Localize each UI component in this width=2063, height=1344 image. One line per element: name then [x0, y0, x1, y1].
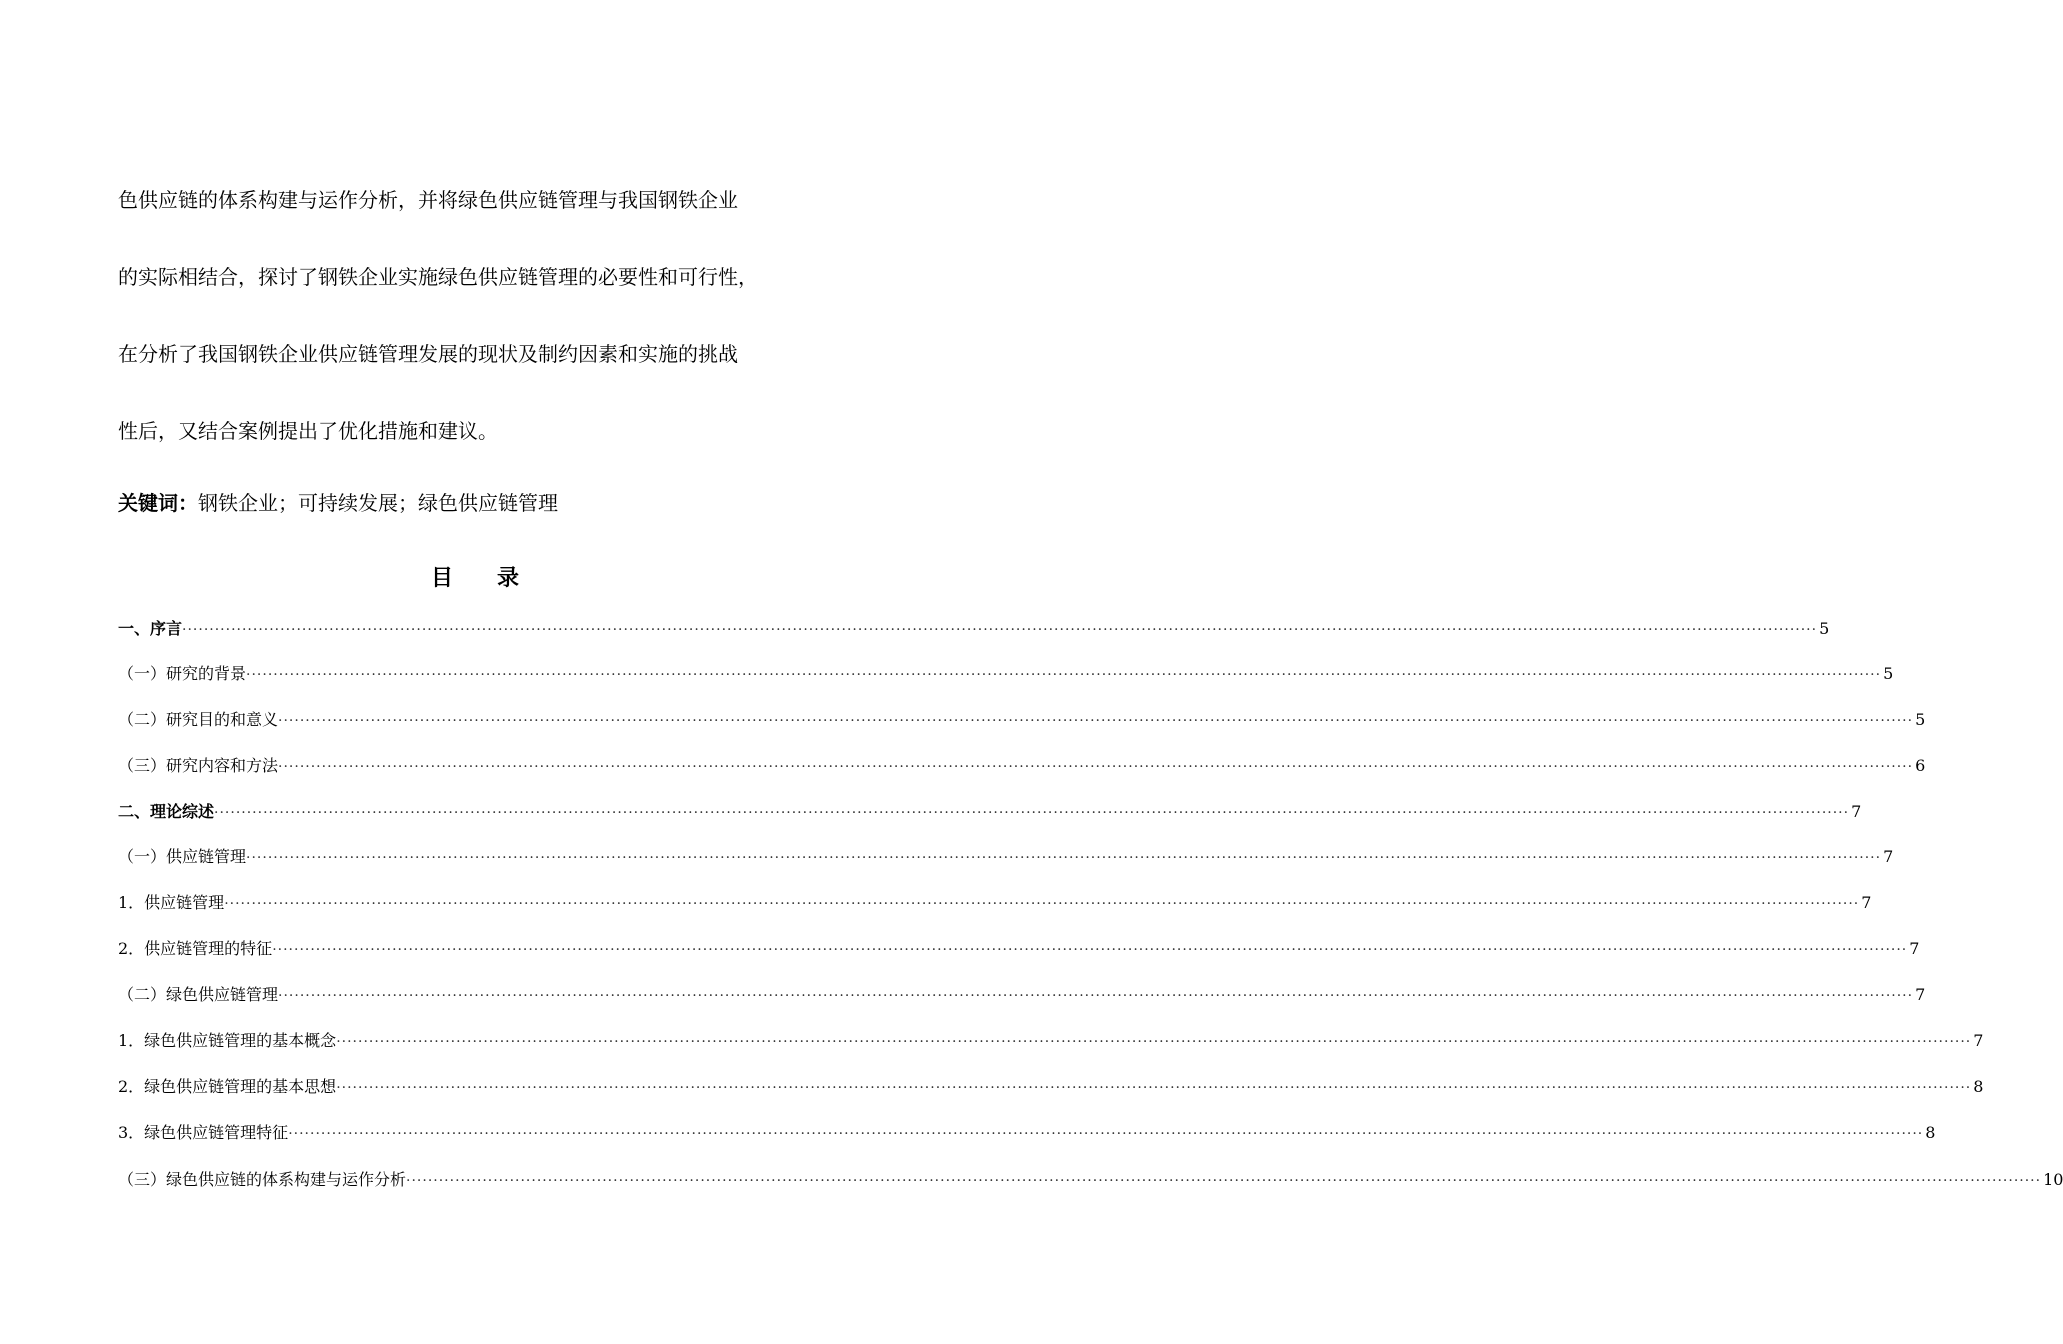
toc-entry-label: 2．供应链管理的特征 [118, 939, 273, 958]
abstract-line: 色供应链的体系构建与运作分析，并将绿色供应链管理与我国钢铁企业 [118, 188, 738, 212]
toc-entry[interactable] [118, 1074, 1984, 1100]
toc-entry[interactable] [118, 890, 1872, 916]
toc-leader-dots: ············································································································································································································································································································ [278, 759, 1914, 775]
toc-entry-label: （三）研究内容和方法 [118, 756, 279, 775]
toc-entry-page: 5 [1819, 619, 1830, 638]
toc-entry[interactable] [118, 753, 1926, 779]
toc-entry-label: （一）研究的背景 [118, 664, 247, 683]
toc-entry-label: 1．绿色供应链管理的基本概念 [118, 1031, 337, 1050]
toc-entry-label: 一、序言 [118, 619, 183, 638]
keywords-value: 钢铁企业；可持续发展；绿色供应链管理 [198, 491, 558, 515]
toc-entry-page: 7 [1851, 802, 1862, 821]
abstract-line: 性后，又结合案例提出了优化措施和建议。 [118, 419, 498, 443]
abstract-line: 在分析了我国钢铁企业供应链管理发展的现状及制约因素和实施的挑战 [118, 342, 738, 366]
toc-entry-label: 2．绿色供应链管理的基本思想 [118, 1077, 337, 1096]
toc-leader-dots: ············································································································································································································································································································ [246, 667, 1882, 683]
toc-entry-label: 1．供应链管理 [118, 893, 225, 912]
toc-entry-label: 二、理论综述 [118, 802, 215, 821]
toc-leader-dots: ············································································································································································································································································································ [336, 1034, 1972, 1050]
toc-entry-page: 7 [1861, 893, 1872, 912]
toc-entry-page: 7 [1909, 939, 1920, 958]
toc-title: 目录 [430, 566, 563, 591]
toc-entry-page: 8 [1973, 1077, 1984, 1096]
toc-entry-page: 7 [1915, 985, 1926, 1004]
toc-entry-page: 7 [1883, 847, 1894, 866]
toc-entry-label: （三）绿色供应链的体系构建与运作分析 [118, 1170, 407, 1189]
toc-entry-label: （二）研究目的和意义 [118, 710, 279, 729]
toc-leader-dots: ············································································································································································································································································································ [246, 850, 1882, 866]
toc-entry-label: （二）绿色供应链管理 [118, 985, 279, 1004]
toc-entry[interactable] [118, 1028, 1984, 1054]
toc-leader-dots: ············································································································································································································································································································ [406, 1173, 2042, 1189]
toc-leader-dots: ············································································································································································································································································································ [278, 988, 1914, 1004]
toc-entry[interactable] [118, 661, 1894, 687]
toc-entry-page: 6 [1915, 756, 1926, 775]
keywords [118, 488, 558, 518]
toc-leader-dots: ············································································································································································································································································································ [182, 622, 1818, 638]
toc-entry[interactable] [118, 982, 1926, 1008]
toc-entry-page: 7 [1973, 1031, 1984, 1050]
toc-leader-dots: ············································································································································································································································································································ [224, 896, 1860, 912]
toc-entry[interactable] [118, 799, 1862, 825]
toc-entry-label: 3．绿色供应链管理特征 [118, 1123, 289, 1142]
toc-entry-page: 10 [2043, 1170, 2063, 1189]
toc-entry-page: 5 [1883, 664, 1894, 683]
toc-entry-page: 5 [1915, 710, 1926, 729]
toc-leader-dots: ············································································································································································································································································································ [288, 1126, 1924, 1142]
toc-leader-dots: ············································································································································································································································································································ [214, 805, 1850, 821]
toc-entry[interactable] [118, 616, 1830, 642]
toc-leader-dots: ············································································································································································································································································································ [272, 942, 1908, 958]
abstract-text [118, 185, 838, 493]
toc-entry[interactable] [118, 1120, 1936, 1146]
keywords-label: 关键词： [118, 491, 198, 515]
toc-entry-label: （一）供应链管理 [118, 847, 247, 866]
abstract-line: 的实际相结合，探讨了钢铁企业实施绿色供应链管理的必要性和可行性， [118, 265, 758, 289]
toc-entry[interactable] [118, 936, 1920, 962]
toc-entry[interactable] [118, 844, 1894, 870]
toc-entry-page: 8 [1925, 1123, 1936, 1142]
toc-entry[interactable] [118, 707, 1926, 733]
toc-leader-dots: ············································································································································································································································································································ [278, 713, 1914, 729]
toc-leader-dots: ············································································································································································································································································································ [336, 1080, 1972, 1096]
toc-entry[interactable] [118, 1167, 2063, 1193]
